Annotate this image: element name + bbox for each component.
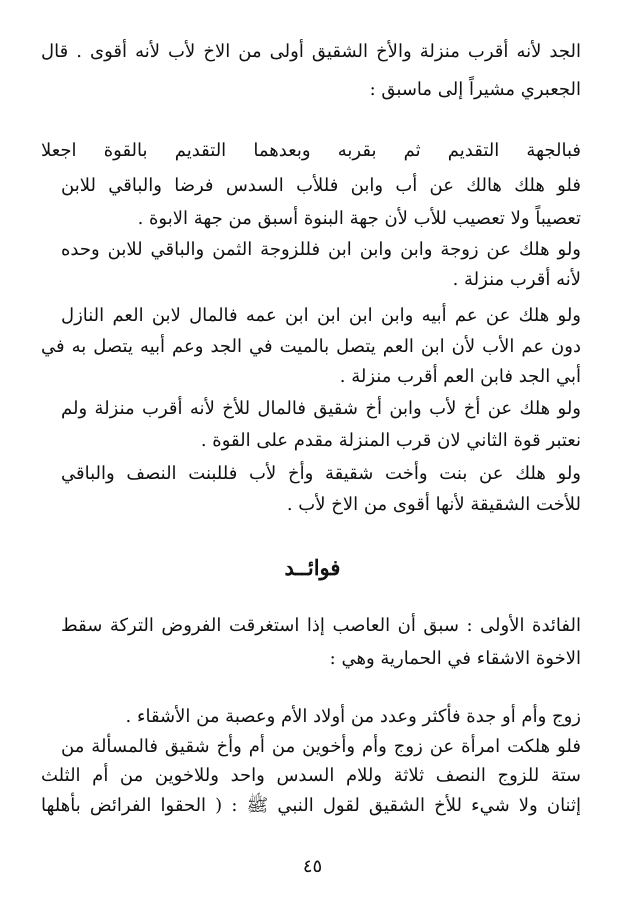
section-heading: فوائــد: [284, 555, 341, 580]
text-line: فلو هلكت امرأة عن زوج وأم وأخوين من أم وأخ شقيق فالمسألة من: [61, 736, 581, 757]
text-line: ولو هلك عن بنت وأخت شقيقة وأخ لأب فللبنت النصف والباقي: [61, 463, 581, 484]
text-line: ستة للزوج النصف ثلاثة وللام السدس واحد وللاخوين من أم الثلث: [41, 765, 581, 786]
text-line: لأنه أقرب منزلة .: [452, 269, 581, 290]
text-line: ولو هلك عن عم أبيه وابن ابن ابن ابن عمه فالمال لابن العم النازل: [61, 305, 581, 326]
text-line: فلو هلك هالك عن أب وابن فللأب السدس فرضا والباقي للابن: [61, 175, 581, 196]
text-line: ولو هلك عن زوجة وابن وابن ابن فللزوجة الثمن والباقي للابن وحده: [61, 239, 581, 260]
verse-line: فبالجهة التقديم ثم بقربه وبعدهما التقديم بالقوة اجعلا: [41, 140, 581, 161]
text-line: الفائدة الأولى : سبق أن العاصب إذا استغرقت الفروض التركة سقط: [61, 615, 581, 636]
text-line: الجد لأنه أقرب منزلة والأخ الشقيق أولى من الاخ لأب لأنه أقوى . قال: [41, 41, 581, 62]
text-line: إثنان ولا شيء للأخ الشقيق لقول النبي ﷺ : ( الحقوا الفرائض بأهلها: [41, 795, 581, 816]
page-number: ٤٥: [302, 856, 323, 877]
text-line: ولو هلك عن أخ لأب وابن أخ شقيق فالمال للأخ لأنه أقرب منزلة ولم: [61, 398, 581, 419]
text-line: أبي الجد فابن العم أقرب منزلة .: [339, 366, 581, 387]
text-line: الاخوة الاشقاء في الحمارية وهي :: [329, 648, 581, 669]
text-line: للأخت الشقيقة لأنها أقوى من الاخ لأب .: [286, 494, 581, 515]
text-line: نعتبر قوة الثاني لان قرب المنزلة مقدم على القوة .: [200, 430, 581, 451]
text-line: دون عم الأب لأن ابن العم يتصل بالميت في الجد وعم أبيه يتصل به في: [41, 336, 581, 357]
text-line: زوج وأم أو جدة فأكثر وعدد من أولاد الأم وعصبة من الأشقاء .: [125, 706, 581, 727]
text-line: الجعبري مشيراً إلى ماسبق :: [369, 79, 581, 100]
text-line: تعصيباً ولا تعصيب للأب لأن جهة البنوة أسبق من جهة الابوة .: [137, 208, 581, 229]
